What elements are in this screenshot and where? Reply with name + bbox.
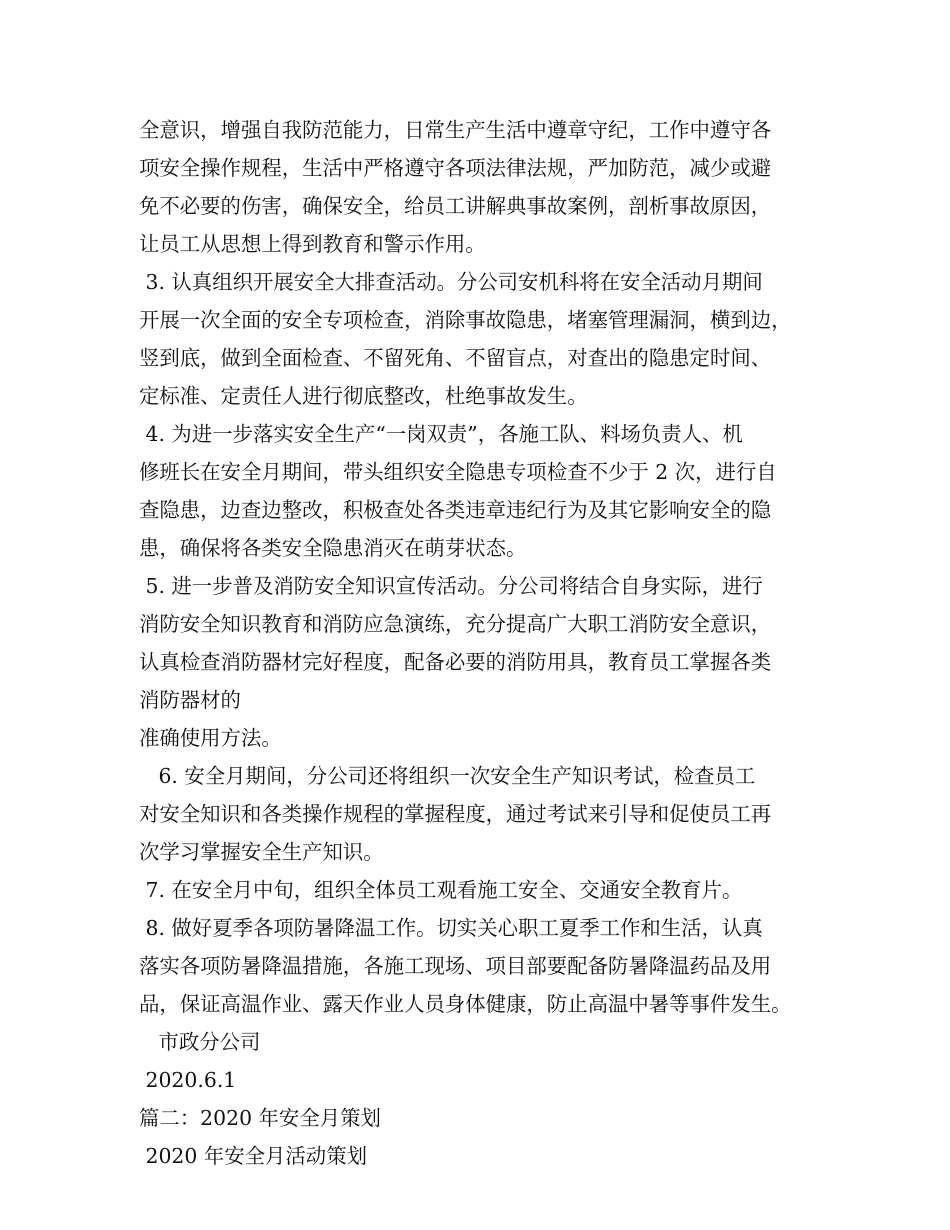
text-line: 7. 在安全月中旬，组织全体员工观看施工安全、交通安全教育片。 [139,878,743,902]
section-subheading: 2020 年安全月活动策划 [139,1144,367,1168]
section-heading: 篇二：2020 年安全月策划 [139,1106,381,1130]
text-line: 消防安全知识教育和消防应急演练，充分提高广大职工消防安全意识， [139,612,772,636]
text-line: 品，保证高温作业、露天作业人员身体健康，防止高温中暑等事件发生。 [139,992,792,1016]
text-line: 落实各项防暑降温措施，各施工现场、项目部要配备防暑降温药品及用 [139,954,772,978]
text-line: 次学习掌握安全生产知识。 [139,840,384,864]
text-line: 查隐患，边查边整改，积极查处各类违章违纪行为及其它影响安全的隐 [139,498,772,522]
text-line: 修班长在安全月期间，带头组织安全隐患专项检查不少于 2 次，进行自 [139,460,777,484]
text-line: 5. 进一步普及消防安全知识宣传活动。分公司将结合自身实际，进行 [139,574,763,598]
text-line: 让员工从思想上得到教育和警示作用。 [139,232,486,256]
text-line: 竖到底，做到全面检查、不留死角、不留盲点，对查出的隐患定时间、 [139,346,772,370]
signature-org: 市政分公司 [139,1030,261,1054]
text-line: 免不必要的伤害，确保安全，给员工讲解典事故案例，剖析事故原因， [139,194,772,218]
text-line: 3. 认真组织开展安全大排查活动。分公司安机科将在安全活动月期间 [139,270,763,294]
text-line: 消防器材的 [139,688,241,712]
text-line: 6. 安全月期间，分公司还将组织一次安全生产知识考试，检查员工 [139,764,756,788]
text-line: 定标准、定责任人进行彻底整改，杜绝事故发生。 [139,384,588,408]
text-line: 准确使用方法。 [139,726,282,750]
text-line: 8. 做好夏季各项防暑降温工作。切实关心职工夏季工作和生活，认真 [139,916,763,940]
text-line: 项安全操作规程，生活中严格遵守各项法律法规，严加防范，减少或避 [139,156,772,180]
text-line: 认真检查消防器材完好程度，配备必要的消防用具，教育员工掌握各类 [139,650,772,674]
text-line: 对安全知识和各类操作规程的掌握程度，通过考试来引导和促使员工再 [139,802,772,826]
signature-date: 2020.6.1 [139,1068,237,1092]
text-line: 4. 为进一步落实安全生产“一岗双责”，各施工队、料场负责人、机 [139,422,743,446]
text-line: 患，确保将各类安全隐患消灭在萌芽状态。 [139,536,527,560]
text-line: 开展一次全面的安全专项检查，消除事故隐患，堵塞管理漏洞，横到边， [139,308,792,332]
text-line: 全意识，增强自我防范能力，日常生产生活中遵章守纪，工作中遵守各 [139,118,772,142]
